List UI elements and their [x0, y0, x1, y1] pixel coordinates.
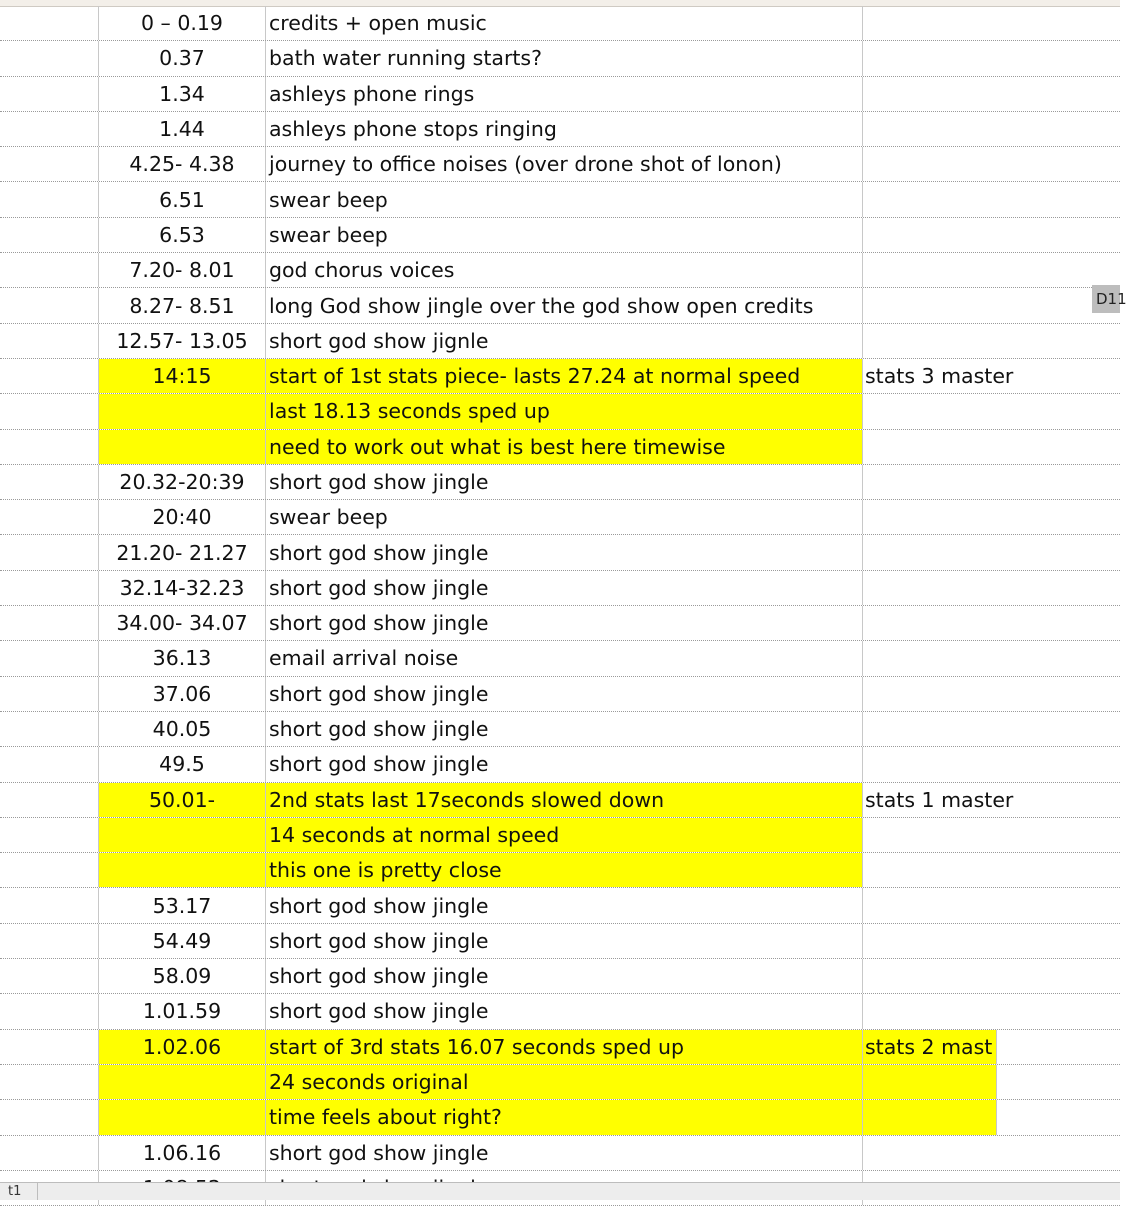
sheet-row	[0, 606, 1120, 641]
cell-note[interactable]	[863, 430, 1120, 464]
cell-description[interactable]: last 18.13 seconds sped up	[266, 394, 863, 428]
cell-column-a[interactable]	[0, 41, 99, 75]
sheet-tab-bar	[0, 1182, 1120, 1200]
cell-column-a[interactable]	[0, 1065, 99, 1099]
cell-timecode[interactable]	[99, 853, 266, 887]
cell-description[interactable]: short god show jingle	[266, 994, 863, 1028]
cell-timecode[interactable]: 0 – 0.19	[99, 6, 266, 40]
cell-timecode[interactable]: 54.49	[99, 924, 266, 958]
cell-column-a[interactable]	[0, 641, 99, 675]
sheet-tab[interactable]: t1	[0, 1183, 38, 1200]
cell-note[interactable]	[863, 324, 1120, 358]
cell-column-a[interactable]	[0, 112, 99, 146]
sheet-row	[0, 1136, 1120, 1171]
cell-column-a[interactable]	[0, 324, 99, 358]
cell-timecode[interactable]: 49.5	[99, 747, 266, 781]
cell-note[interactable]	[863, 1065, 1120, 1099]
cell-note[interactable]	[863, 712, 1120, 746]
cell-reference-tag: D11	[1092, 285, 1120, 313]
sheet-row	[0, 147, 1120, 182]
sheet-row	[0, 1030, 1120, 1065]
cell-note[interactable]	[863, 41, 1120, 75]
cell-column-a[interactable]	[0, 712, 99, 746]
cell-timecode[interactable]	[99, 818, 266, 852]
sheet-row	[0, 182, 1120, 217]
cell-column-a[interactable]	[0, 1136, 99, 1170]
cell-description[interactable]: start of 3rd stats 16.07 seconds sped up	[266, 1030, 863, 1064]
cell-note[interactable]	[863, 959, 1120, 993]
cell-column-a[interactable]	[0, 182, 99, 216]
sheet-row	[0, 430, 1120, 465]
sheet-row	[0, 853, 1120, 888]
sheet-row	[0, 500, 1120, 535]
cell-description[interactable]: this one is pretty close	[266, 853, 863, 887]
cell-timecode[interactable]: 12.57- 13.05	[99, 324, 266, 358]
cell-timecode[interactable]	[99, 1100, 266, 1134]
cell-column-a[interactable]	[0, 606, 99, 640]
cell-note[interactable]	[863, 924, 1120, 958]
cell-highlight-fill	[863, 1100, 997, 1134]
cell-timecode[interactable]: 1.06.16	[99, 1136, 266, 1170]
sheet-row	[0, 535, 1120, 570]
cell-timecode[interactable]: 58.09	[99, 959, 266, 993]
cell-description[interactable]: short god show jingle	[266, 959, 863, 993]
cell-timecode[interactable]: 53.17	[99, 888, 266, 922]
cell-description[interactable]: short god show jignle	[266, 324, 863, 358]
cell-note[interactable]	[863, 394, 1120, 428]
cell-timecode[interactable]: 1.01.59	[99, 994, 266, 1028]
cell-description[interactable]: short god show jingle	[266, 571, 863, 605]
cell-column-a[interactable]	[0, 959, 99, 993]
cell-timecode[interactable]: 20:40	[99, 500, 266, 534]
cell-column-a[interactable]	[0, 147, 99, 181]
cell-note[interactable]	[863, 747, 1120, 781]
cell-timecode[interactable]	[99, 1065, 266, 1099]
cell-note[interactable]	[863, 1100, 1120, 1134]
cell-note-text: stats 3 master	[865, 364, 1014, 389]
cell-timecode[interactable]: 1.34	[99, 77, 266, 111]
cell-description[interactable]: ashleys phone stops ringing	[266, 112, 863, 146]
cell-timecode[interactable]: 50.01-	[99, 783, 266, 817]
cell-description[interactable]: short god show jingle	[266, 465, 863, 499]
cell-column-a[interactable]	[0, 783, 99, 817]
cell-description[interactable]: short god show jingle	[266, 1136, 863, 1170]
cell-column-a[interactable]	[0, 253, 99, 287]
cell-timecode[interactable]: 40.05	[99, 712, 266, 746]
cell-note[interactable]	[863, 1030, 1120, 1064]
cell-description[interactable]: journey to office noises (over drone shot of lonon)	[266, 147, 863, 181]
cell-column-a[interactable]	[0, 77, 99, 111]
cell-column-a[interactable]	[0, 394, 99, 428]
cell-note[interactable]	[863, 77, 1120, 111]
sheet-row	[0, 394, 1120, 429]
cell-note[interactable]	[863, 6, 1120, 40]
cell-column-a[interactable]	[0, 500, 99, 534]
cell-timecode[interactable]: 4.25- 4.38	[99, 147, 266, 181]
sheet-row	[0, 1100, 1120, 1135]
cell-column-a[interactable]	[0, 853, 99, 887]
cell-column-a[interactable]	[0, 1030, 99, 1064]
sheet-row	[0, 924, 1120, 959]
cell-note[interactable]	[863, 253, 1120, 287]
cell-column-a[interactable]	[0, 747, 99, 781]
cell-description[interactable]: short god show jingle	[266, 712, 863, 746]
sheet-row	[0, 888, 1120, 923]
cell-note[interactable]	[863, 359, 1120, 393]
cell-column-a[interactable]	[0, 218, 99, 252]
cell-highlight-fill	[863, 1065, 997, 1099]
cell-description[interactable]: time feels about right?	[266, 1100, 863, 1134]
sheet-row	[0, 324, 1120, 359]
sheet-row	[0, 677, 1120, 712]
cell-description[interactable]: god chorus voices	[266, 253, 863, 287]
cell-note[interactable]	[863, 500, 1120, 534]
cell-timecode[interactable]: 1.02.06	[99, 1030, 266, 1064]
sheet-row	[0, 359, 1120, 394]
spreadsheet-grid	[0, 6, 1120, 1206]
cell-column-a[interactable]	[0, 535, 99, 569]
cell-column-a[interactable]	[0, 888, 99, 922]
sheet-row	[0, 783, 1120, 818]
cell-note[interactable]	[863, 218, 1120, 252]
cell-description[interactable]: short god show jingle	[266, 888, 863, 922]
sheet-row	[0, 1065, 1120, 1100]
cell-column-a[interactable]	[0, 571, 99, 605]
cell-timecode[interactable]: 0.37	[99, 41, 266, 75]
cell-column-a[interactable]	[0, 1100, 99, 1134]
sheet-row	[0, 641, 1120, 676]
cell-description[interactable]: bath water running starts?	[266, 41, 863, 75]
cell-note[interactable]	[863, 182, 1120, 216]
cell-note[interactable]	[863, 535, 1120, 569]
cell-timecode[interactable]: 1.44	[99, 112, 266, 146]
cell-description[interactable]: 14 seconds at normal speed	[266, 818, 863, 852]
sheet-row	[0, 41, 1120, 76]
cell-description[interactable]: 24 seconds original	[266, 1065, 863, 1099]
sheet-row	[0, 959, 1120, 994]
cell-column-a[interactable]	[0, 924, 99, 958]
cell-column-a[interactable]	[0, 818, 99, 852]
cell-column-a[interactable]	[0, 359, 99, 393]
sheet-row	[0, 994, 1120, 1029]
cell-timecode[interactable]: 36.13	[99, 641, 266, 675]
cell-timecode[interactable]: 6.51	[99, 182, 266, 216]
cell-column-a[interactable]	[0, 430, 99, 464]
cell-note[interactable]	[863, 571, 1120, 605]
sheet-row	[0, 712, 1120, 747]
sheet-row	[0, 465, 1120, 500]
cell-timecode[interactable]: 34.00- 34.07	[99, 606, 266, 640]
cell-column-a[interactable]	[0, 6, 99, 40]
cell-note[interactable]	[863, 677, 1120, 711]
cell-note[interactable]	[863, 288, 1120, 322]
cell-description[interactable]: email arrival noise	[266, 641, 863, 675]
cell-description[interactable]: ashleys phone rings	[266, 77, 863, 111]
cell-note[interactable]	[863, 465, 1120, 499]
cell-column-a[interactable]	[0, 465, 99, 499]
cell-description[interactable]: swear beep	[266, 218, 863, 252]
cell-note[interactable]	[863, 888, 1120, 922]
cell-description[interactable]: 2nd stats last 17seconds slowed down	[266, 783, 863, 817]
cell-description[interactable]: long God show jingle over the god show open credits	[266, 288, 863, 322]
cell-note-text: stats 2 mast	[865, 1034, 993, 1059]
cell-column-a[interactable]	[0, 994, 99, 1028]
cell-description[interactable]: short god show jingle	[266, 535, 863, 569]
cell-timecode[interactable]: 20.32-20:39	[99, 465, 266, 499]
sheet-row	[0, 288, 1120, 323]
cell-timecode[interactable]: 8.27- 8.51	[99, 288, 266, 322]
cell-note[interactable]	[863, 1136, 1120, 1170]
cell-timecode[interactable]: 37.06	[99, 677, 266, 711]
cell-description[interactable]: short god show jingle	[266, 747, 863, 781]
cell-description[interactable]: swear beep	[266, 500, 863, 534]
cell-description[interactable]: short god show jingle	[266, 924, 863, 958]
cell-description[interactable]: swear beep	[266, 182, 863, 216]
cell-description[interactable]: need to work out what is best here timewise	[266, 430, 863, 464]
cell-timecode[interactable]: 32.14-32.23	[99, 571, 266, 605]
cell-description[interactable]: short god show jingle	[266, 606, 863, 640]
cell-note[interactable]	[863, 818, 1120, 852]
cell-description[interactable]: start of 1st stats piece- lasts 27.24 at normal speed	[266, 359, 863, 393]
cell-timecode[interactable]: 21.20- 21.27	[99, 535, 266, 569]
cell-timecode[interactable]: 6.53	[99, 218, 266, 252]
sheet-row	[0, 77, 1120, 112]
cell-note[interactable]	[863, 606, 1120, 640]
sheet-row	[0, 253, 1120, 288]
cell-description[interactable]: short god show jingle	[266, 677, 863, 711]
cell-note[interactable]	[863, 783, 1120, 817]
cell-description[interactable]: credits + open music	[266, 6, 863, 40]
cell-timecode[interactable]	[99, 430, 266, 464]
sheet-row	[0, 571, 1120, 606]
sheet-row	[0, 218, 1120, 253]
cell-timecode[interactable]: 7.20- 8.01	[99, 253, 266, 287]
sheet-row	[0, 747, 1120, 782]
sheet-row	[0, 112, 1120, 147]
cell-note[interactable]	[863, 112, 1120, 146]
cell-column-a[interactable]	[0, 288, 99, 322]
cell-note[interactable]	[863, 147, 1120, 181]
sheet-row	[0, 818, 1120, 853]
cell-timecode[interactable]: 14:15	[99, 359, 266, 393]
cell-note[interactable]	[863, 853, 1120, 887]
cell-column-a[interactable]	[0, 677, 99, 711]
cell-note[interactable]	[863, 641, 1120, 675]
cell-note[interactable]	[863, 994, 1120, 1028]
cell-timecode[interactable]	[99, 394, 266, 428]
sheet-row	[0, 6, 1120, 41]
cell-note-text: stats 1 master	[865, 787, 1014, 812]
